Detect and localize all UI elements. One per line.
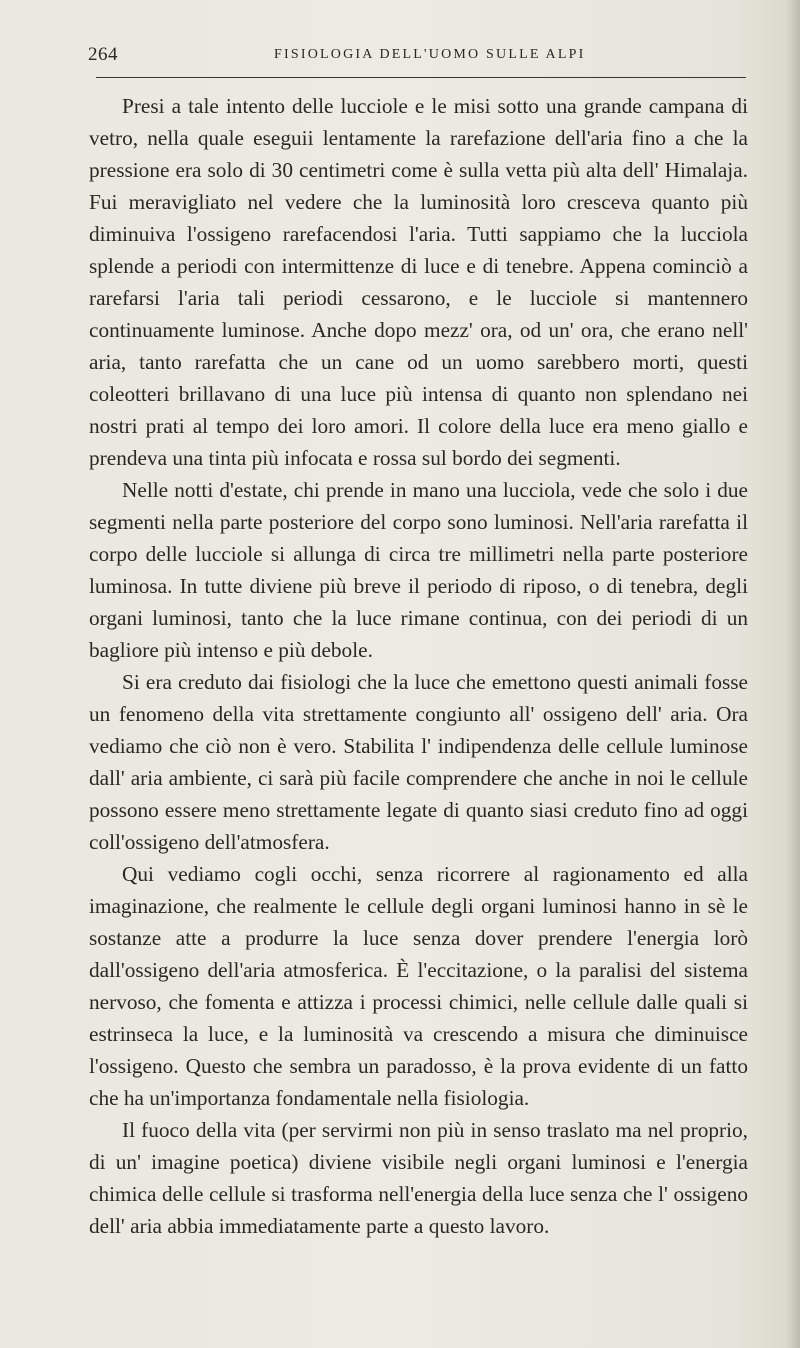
- running-title: FISIOLOGIA DELL'UOMO SULLE ALPI: [274, 47, 586, 62]
- paragraph: Nelle notti d'estate, chi prende in mano una lucciola, vede che solo i due segmenti nella parte posteriore del corpo sono luminosi. Nell'aria rarefatta il corpo delle lucciole si allunga di circa tre millimetri nella parte posteriore luminosa. In tutte diviene più breve il periodo di riposo, o di tenebra, degli organi luminosi, tanto che la luce rimane continua, con dei periodi di un bagliore più intenso e più debole.: [89, 478, 748, 662]
- paragraph: Il fuoco della vita (per servirmi non più in senso traslato ma nel proprio, di un' imagine poetica) diviene visibile negli organi luminosi e l'energia chimica delle cellule si trasforma nell'energia della luce senza che l' ossigeno dell' aria abbia immediatamente parte a questo lavoro.: [89, 1118, 748, 1238]
- body-text: [89, 90, 748, 1242]
- paragraph: Presi a tale intento delle lucciole e le misi sotto una grande campana di vetro, nella quale eseguii lentamente la rarefazione dell'aria fino a che la pressione era solo di 30 centimetri come è sulla vetta più alta dell' Himalaja. Fui meravigliato nel vedere che la luminosità loro cresceva quanto più diminuiva l'ossigeno rarefacendosi l'aria. Tutti sappiamo che la lucciola splende a periodi con intermittenze di luce e di tenebre. Appena cominciò a rarefarsi l'aria tali periodi cessarono, e le lucciole si mantennero continuamente luminose. Anche dopo mezz' ora, od un' ora, che erano nell' aria, tanto rarefatta che un cane od un uomo sarebbero morti, questi coleotteri brillavano di una luce più intensa di quanto non splendano nei nostri prati al tempo dei loro amori. Il colore della luce era meno giallo e prendeva una tinta più infocata e rossa sul bordo dei segmenti.: [89, 94, 748, 470]
- paragraph: Si era creduto dai fisiologi che la luce che emettono questi animali fosse un fenomeno della vita strettamente congiunto all' ossigeno dell' aria. Ora vediamo che ciò non è vero. Stabilita l' indipendenza delle cellule luminose dall' aria ambiente, ci sarà più facile comprendere che anche in noi le cellule possono essere meno strettamente legate di quanto siasi creduto fino ad oggi coll'ossigeno dell'atmosfera.: [89, 670, 748, 854]
- paragraph: Qui vediamo cogli occhi, senza ricorrere al ragionamento ed alla imaginazione, che realmente le cellule degli organi luminosi hanno in sè le sostanze atte a produrre la luce senza dover prendere l'energia lorò dall'ossigeno dell'aria atmosferica. È l'eccitazione, o la paralisi del sistema nervoso, che fomenta e attizza i processi chimici, nelle cellule dalle quali si estrinseca la luce, e la luminosità va crescendo a misura che diminuisce l'ossigeno. Questo che sembra un paradosso, è la prova evidente di un fatto che ha un'importanza fondamentale nella fisiologia.: [89, 862, 748, 1110]
- page-number: 264: [88, 44, 118, 65]
- header-rule: [96, 77, 746, 78]
- page-edge-shadow: [786, 0, 800, 1348]
- page-header: [88, 44, 748, 74]
